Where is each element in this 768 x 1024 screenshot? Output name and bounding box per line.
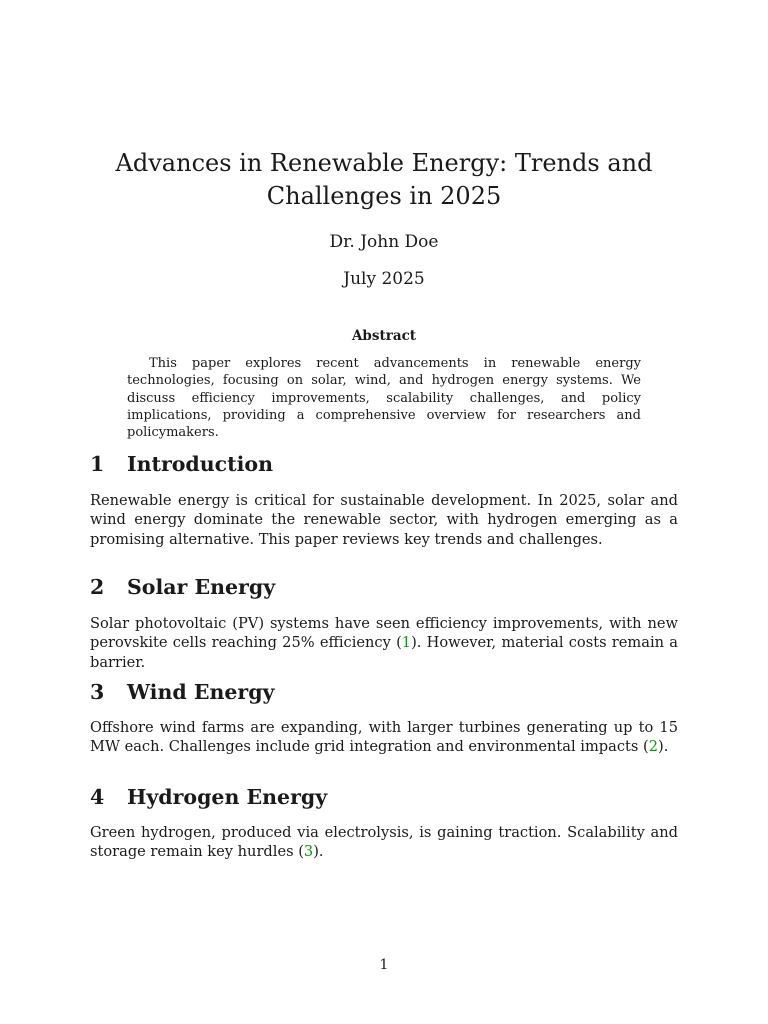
section-title: Wind Energy — [127, 680, 275, 704]
section-number: 2 — [90, 575, 105, 599]
paper-title: Advances in Renewable Energy: Trends and Challenges in 2025 — [115, 149, 653, 210]
abstract-text: This paper explores recent advancements in renewable energy technologies, focusing on solar, wind, and hydrogen energy systems. We discuss efficiency improvements, scalability challenges, and policy implications, providing a comprehensive overview for researchers and policymakers. — [127, 356, 641, 441]
section-title: Introduction — [127, 452, 273, 476]
citation-link[interactable]: 2 — [648, 738, 658, 756]
text-segment: Solar photovoltaic (PV) systems have seen efficiency improvements, with new perovskite cells reaching 25% efficiency ( — [90, 615, 678, 652]
author-name: Dr. John Doe — [329, 232, 439, 252]
section-title: Solar Energy — [127, 575, 276, 599]
section-text-solar-energy — [90, 614, 678, 672]
section-title: Hydrogen Energy — [127, 785, 328, 809]
section-heading-wind-energy — [90, 679, 274, 705]
page-number: 1 — [379, 957, 389, 973]
citation-link[interactable]: 1 — [401, 634, 412, 652]
section-number: 4 — [90, 785, 105, 809]
text-segment: Green hydrogen, produced via electrolysis, is gaining traction. Scalability and storage remain key hurdles ( — [90, 824, 678, 861]
section-text-introduction: Renewable energy is critical for sustainable development. In 2025, solar and wind energy dominate the renewable sector, with hydrogen emerging as a promising alternative. This paper reviews key trends and challenges. — [90, 492, 678, 548]
text-segment: ). However, material costs remain a barrier. — [90, 634, 678, 671]
section-heading-introduction — [90, 451, 273, 477]
text-segment: Offshore wind farms are expanding, with larger turbines generating up to 15 MW each. Challenges include grid integration and environmental impacts ( — [90, 719, 678, 756]
section-number: 1 — [90, 452, 105, 476]
section-number: 3 — [90, 680, 105, 704]
section-text-wind-energy — [90, 718, 678, 757]
text-segment: ). — [313, 843, 324, 861]
section-text-hydrogen-energy — [90, 823, 678, 862]
citation-link[interactable]: 3 — [303, 843, 314, 861]
abstract-heading: Abstract — [351, 328, 417, 344]
section-heading-solar-energy — [90, 574, 275, 600]
section-heading-hydrogen-energy — [90, 784, 327, 810]
publication-date: July 2025 — [343, 269, 425, 289]
text-segment: ). — [658, 738, 669, 756]
